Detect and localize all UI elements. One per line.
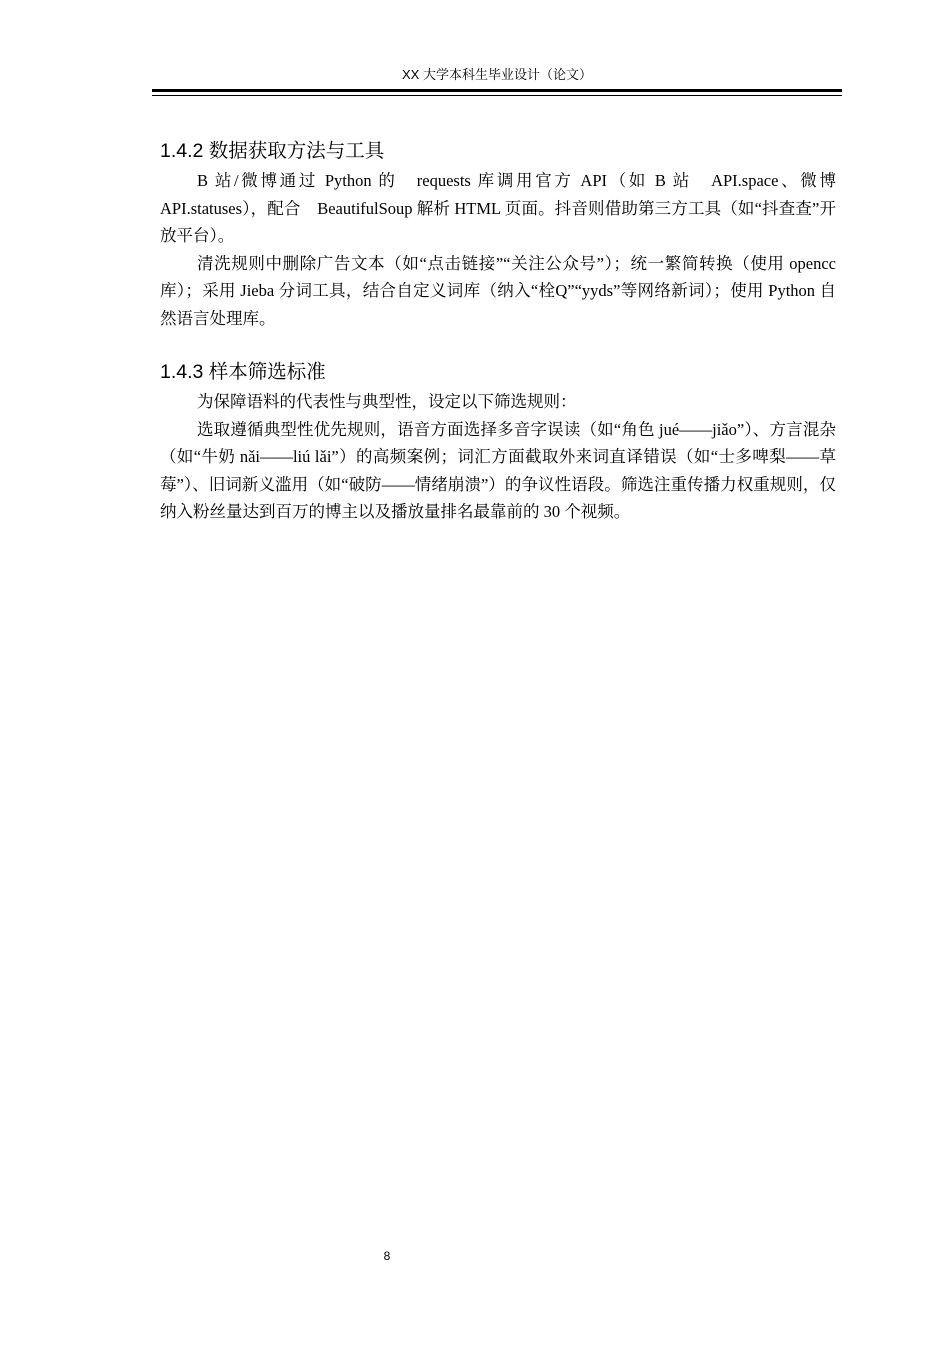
section-title: 1.4.3 样本筛选标准 [160, 361, 326, 383]
header-rule-thick [152, 89, 842, 92]
paragraph: 清洗规则中删除广告文本（如“点击链接”“关注公众号”）；统一繁简转换（使用 opencc 库）；采用 Jieba 分词工具，结合自定义词库（纳入“栓Q”“yyds”等网络新词）；使用 Python 自然语言处理库。 [160, 253, 836, 328]
paragraph: 选取遵循典型性优先规则，语音方面选择多音字误读（如“角色 jué——jiǎo”）、方言混杂（如“牛奶 nǎi——liú lǎi”）的高频案例；词汇方面截取外来词直译错误（如“士多啤梨——草莓”）、旧词新义滥用（如“破防——情绪崩溃”）的争议性语段。筛选注重传播力权重规则，仅纳入粉丝量达到百万的博主以及播放量排名最靠前的 30 个视频。 [160, 419, 836, 521]
header-rule-thin [152, 95, 842, 96]
section-1-4-3 [160, 359, 836, 526]
page-header: XX 大学本科生毕业设计（论文） [402, 67, 592, 82]
section-title: 1.4.2 数据获取方法与工具 [160, 140, 385, 162]
page-number: 8 [383, 1249, 391, 1263]
paragraph: 为保障语料的代表性与典型性，设定以下筛选规则： [197, 392, 577, 411]
section-1-4-2 [160, 138, 853, 332]
paragraph: B 站/微博通过 Python 的 requests 库调用官方 API（如 B 站 API.space、微博 API.statuses），配合 BeautifulSoup 解析 HTML 页面。抖音则借助第三方工具（如“抖查查”开放平台）。 [160, 171, 853, 245]
